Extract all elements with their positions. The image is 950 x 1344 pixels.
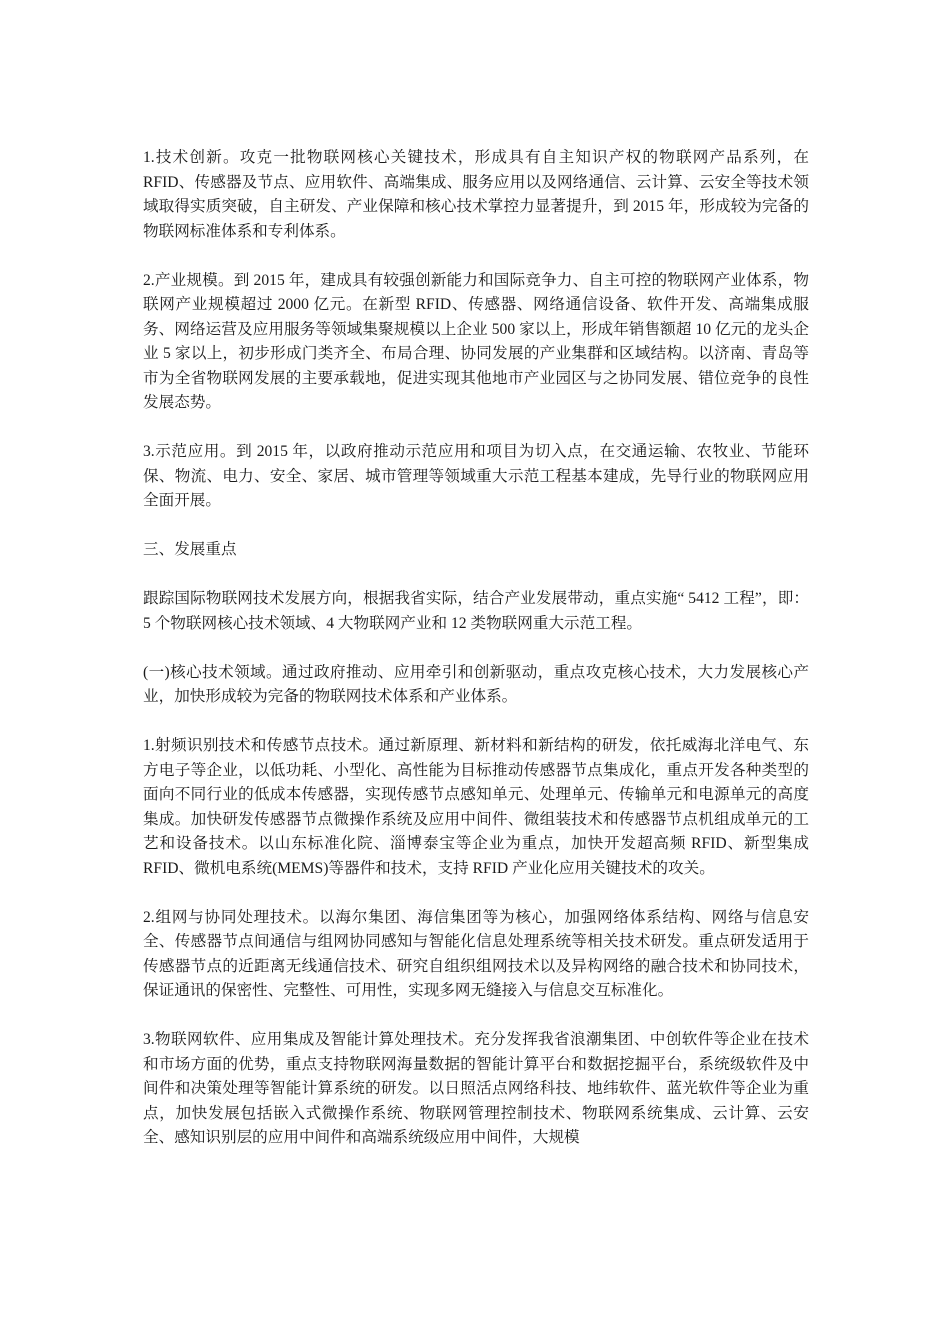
paragraph-core-tech-fields: (一)核心技术领域。通过政府推动、应用牵引和创新驱动，重点攻克核心技术，大力发展核心产业，加快形成较为完备的物联网技术体系和产业体系。 [143,663,809,705]
paragraph-networking-tech: 2.组网与协同处理技术。以海尔集团、海信集团等为核心，加强网络体系结构、网络与信息安全、传感器节点间通信与组网协同感知与智能化信息处理系统等相关技术研发。重点研发适用于传感器节点的近距离无线通信技术、研究自组织组网技术以及异构网络的融合技术和协同技术，保证通讯的保密性、完整性、可用性，实现多网无缝接入与信息交互标准化。 [143,908,809,999]
paragraph-rfid-sensor-tech: 1.射频识别技术和传感节点技术。通过新原理、新材料和新结构的研发，依托威海北洋电气、东方电子等企业，以低功耗、小型化、高性能为目标推动传感器节点集成化，重点开发各种类型的面向不同行业的低成本传感器，实现传感节点感知单元、处理单元、传输单元和电源单元的高度集成。加快研发传感器节点微操作系统及应用中间件、微组装技术和传感器节点机组成单元的工艺和设备技术。以山东标准化院、淄博泰宝等企业为重点，加快开发超高频 RFID、新型集成 RFID、微机电系统(MEMS)等器件和技术，支持 RFID 产业化应用关键技术的攻关。 [143,737,809,877]
paragraph-software-integration-tech: 3.物联网软件、应用集成及智能计算处理技术。充分发挥我省浪潮集团、中创软件等企业在技术和市场方面的优势，重点支持物联网海量数据的智能计算平台和数据挖掘平台，系统级软件及中间件和决策处理等智能计算系统的研发。以日照活点网络科技、地纬软件、蓝光软件等企业为重点，加快发展包括嵌入式微操作系统、物联网管理控制技术、物联网系统集成、云计算、云安全、感知识别层的应用中间件和高端系统级应用中间件，大规模 [143,1031,809,1146]
paragraph-demo-application: 3.示范应用。到 2015 年，以政府推动示范应用和项目为切入点，在交通运输、农牧业、节能环保、物流、电力、安全、家居、城市管理等领域重大示范工程基本建成，先导行业的物联网应用全面开展。 [143,443,809,509]
paragraph-industry-scale: 2.产业规模。到 2015 年，建成具有较强创新能力和国际竞争力、自主可控的物联网产业体系，物联网产业规模超过 2000 亿元。在新型 RFID、传感器、网络通信设备、软件开发、高端集成服务、网络运营及应用服务等领域集聚规模以上企业 500 家以上，形成年销售额超 10 亿元的龙头企业 5 家以上，初步形成门类齐全、布局合理、协同发展的产业集群和区域结构。以济南、青岛等市为全省物联网发展的主要承载地，促进实现其他地市产业园区与之协同发展、错位竞争的良性发展态势。 [143,271,809,411]
section-heading-development-focus: 三、发展重点 [143,541,237,558]
document-body [143,146,809,1175]
paragraph-tech-innovation: 1.技术创新。攻克一批物联网核心关键技术，形成具有自主知识产权的物联网产品系列，在 RFID、传感器及节点、应用软件、高端集成、服务应用以及网络通信、云计算、云安全等技术领域取得实质突破，自主研发、产业保障和核心技术掌控力显著提升，到 2015 年，形成较为完备的物联网标准体系和专利体系。 [143,149,809,240]
paragraph-5412-project: 跟踪国际物联网技术发展方向，根据我省实际，结合产业发展带动，重点实施“ 5412 工程”，即：5 个物联网核心技术领域、4 大物联网产业和 12 类物联网重大示范工程。 [143,590,809,632]
